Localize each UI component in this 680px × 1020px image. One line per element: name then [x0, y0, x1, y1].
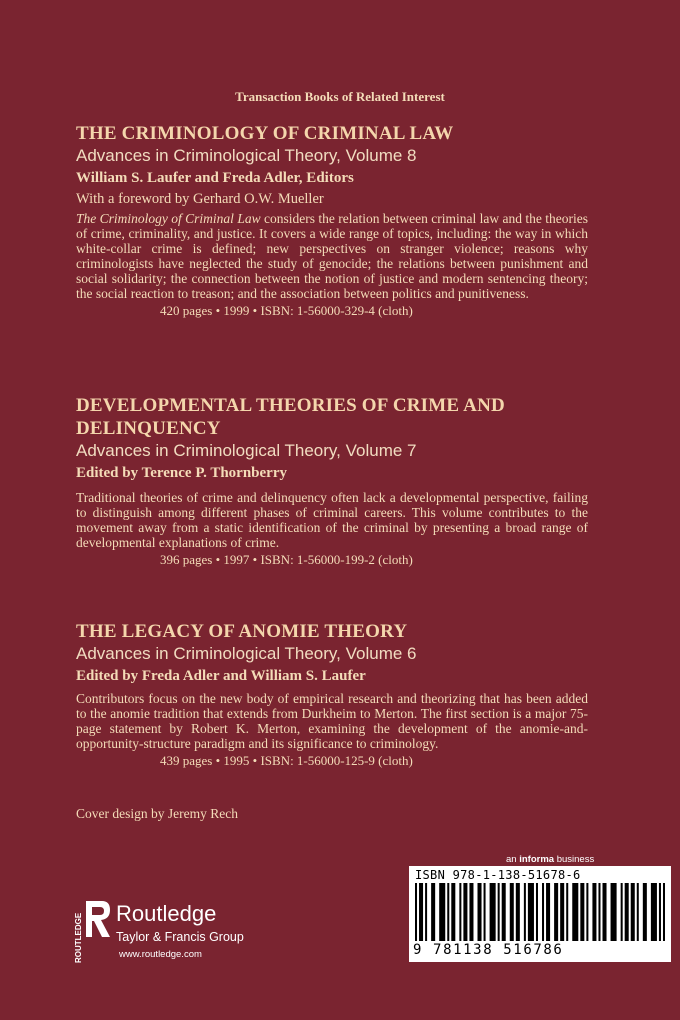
barcode-bar — [546, 883, 550, 941]
barcode-bar — [484, 883, 486, 941]
book-entry — [76, 620, 588, 769]
barcode-bars — [415, 883, 665, 941]
cover-credit: Cover design by Jeremy Rech — [76, 806, 238, 821]
barcode-bar — [572, 883, 578, 941]
barcode-bar — [586, 883, 588, 941]
informa-tagline — [506, 854, 594, 865]
barcode-bar — [459, 883, 461, 941]
barcode-bar — [651, 883, 657, 941]
related-interest-header: Transaction Books of Related Interest — [235, 89, 445, 104]
barcode-bar — [447, 883, 449, 941]
book-title-italic: The Criminology of Criminal Law — [76, 211, 261, 226]
book-editors: Edited by Terence P. Thornberry — [76, 465, 287, 481]
book-series: Advances in Criminological Theory, Volume 6 — [76, 644, 417, 663]
book-entry — [76, 394, 588, 568]
barcode-bar — [498, 883, 500, 941]
barcode-bar — [469, 883, 473, 941]
barcode-bar — [536, 883, 538, 941]
barcode-bar — [439, 883, 445, 941]
barcode-bar — [516, 883, 520, 941]
barcode-bar — [451, 883, 455, 941]
barcode-bar — [603, 883, 607, 941]
book-description: Contributors focus on the new body of empirical research and theorizing that has been added to the anomie tradition that extends from Durkheim to Merton. The first section is a major 75-page statement by Robert K. Merton, examining the development of the anomie-and-opportunity-structure paradigm and its significance to criminology. — [76, 691, 588, 751]
barcode-bar — [524, 883, 526, 941]
routledge-r-icon — [72, 897, 112, 965]
book-info: 439 pages • 1995 • ISBN: 1-56000-125-9 (cloth) — [160, 753, 413, 768]
book-foreword: With a foreword by Gerhard O.W. Mueller — [76, 191, 324, 207]
book-description — [76, 211, 588, 301]
publisher-group: Taylor & Francis Group — [116, 930, 244, 944]
barcode-bar — [643, 883, 647, 941]
barcode-bar — [554, 883, 558, 941]
barcode-bar — [419, 883, 423, 941]
barcode-bar — [592, 883, 596, 941]
book-series: Advances in Criminological Theory, Volume 7 — [76, 441, 417, 460]
barcode-bar — [625, 883, 629, 941]
barcode-bar — [560, 883, 564, 941]
book-editors: William S. Laufer and Freda Adler, Editors — [76, 170, 354, 186]
publisher-name: Routledge — [116, 901, 217, 926]
isbn-label: ISBN 978-1-138-51678-6 — [415, 868, 581, 882]
barcode-bar — [425, 883, 427, 941]
book-description: Traditional theories of crime and delinquency often lack a developmental perspective, failing to distinguish among different phases of criminal careers. This volume contributes to the movement away from a static identification of the criminal by presenting a broad range of developmental explanations of crime. — [76, 490, 588, 550]
book-info: 396 pages • 1997 • ISBN: 1-56000-199-2 (cloth) — [160, 552, 413, 567]
book-entry — [76, 122, 588, 319]
barcode-bar — [528, 883, 534, 941]
book-title: THE LEGACY OF ANOMIE THEORY — [76, 621, 408, 642]
barcode-bar — [611, 883, 617, 941]
book-title: THE CRIMINOLOGY OF CRIMINAL LAW — [76, 123, 454, 144]
book-description-text: considers the relation between criminal law and the theories of crime, criminality, and justice. It covers a wide range of topics, including: the way in which white-collar crime is defined; new perspectives on stranger violence; reasons why criminologists have neglected the study of genocide; the relations between punishment and social solidarity; the connection between the notion of justice and modern sentencing theory; the social reaction to treason; and the association between politics and punitiveness. — [76, 211, 588, 301]
barcode-bar — [580, 883, 584, 941]
barcode-bar — [598, 883, 600, 941]
barcode-bar — [566, 883, 568, 941]
barcode-bar — [502, 883, 506, 941]
book-series: Advances in Criminological Theory, Volume 8 — [76, 146, 417, 165]
barcode-bar — [659, 883, 661, 941]
isbn-barcode — [409, 866, 671, 962]
routledge-side-text: ROUTLEDGE — [74, 912, 83, 963]
barcode-bar — [478, 883, 482, 941]
barcode-digits: 9 781138 516786 — [413, 942, 564, 958]
barcode-bar — [542, 883, 544, 941]
book-info: 420 pages • 1999 • ISBN: 1-56000-329-4 (cloth) — [160, 303, 413, 318]
barcode-bar — [490, 883, 496, 941]
barcode-bar — [663, 883, 665, 941]
barcode-bar — [637, 883, 639, 941]
book-title: DEVELOPMENTAL THEORIES OF CRIME AND DELINQUENCY — [76, 395, 505, 439]
publisher-url: www.routledge.com — [119, 949, 202, 960]
barcode-bar — [431, 883, 435, 941]
informa-brand: informa — [519, 854, 555, 865]
informa-prefix: an — [506, 854, 520, 865]
routledge-logo — [72, 897, 272, 967]
barcode-bar — [621, 883, 623, 941]
barcode-bar — [631, 883, 635, 941]
book-editors: Edited by Freda Adler and William S. Laufer — [76, 668, 366, 684]
informa-suffix: business — [554, 854, 595, 865]
barcode-bar — [510, 883, 514, 941]
barcode-bar — [415, 883, 417, 941]
barcode-bar — [463, 883, 467, 941]
